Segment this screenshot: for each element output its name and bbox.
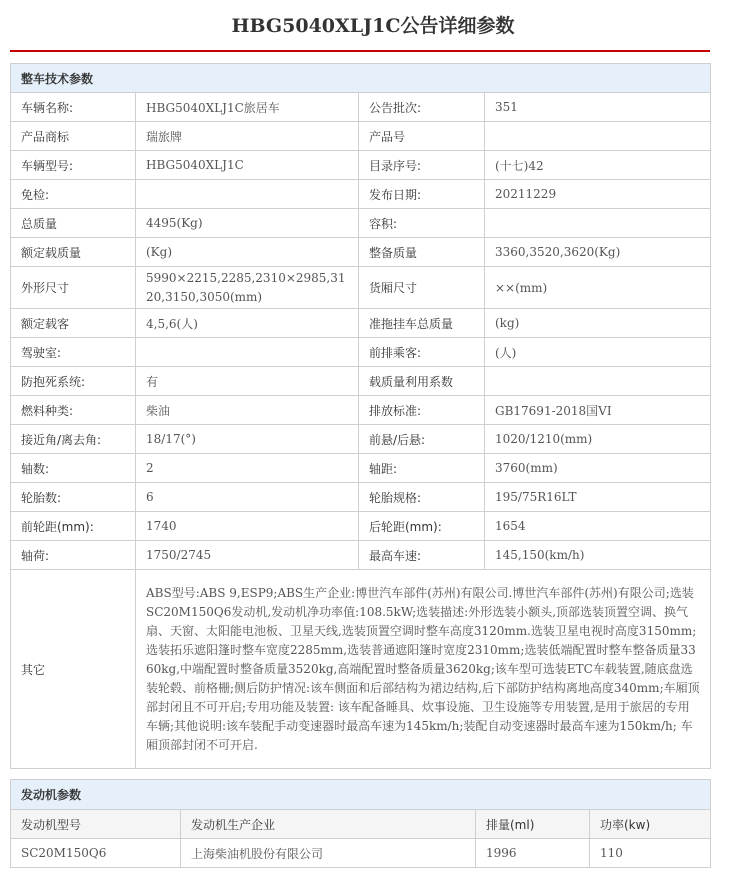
- spec-label: 前悬/后悬:: [359, 425, 485, 454]
- spec-label: 目录序号:: [359, 151, 485, 180]
- engine-cell: 110: [590, 839, 711, 868]
- spec-value: 3360,3520,3620(Kg): [485, 238, 711, 267]
- column-header: 发动机型号: [11, 810, 181, 839]
- spec-label: 防抱死系统:: [11, 367, 136, 396]
- spec-label: 准拖挂车总质量: [359, 309, 485, 338]
- engine-column-header-row: [11, 810, 711, 839]
- engine-row: [11, 839, 711, 868]
- column-header: 发动机生产企业: [181, 810, 476, 839]
- spec-value: 3760(mm): [485, 454, 711, 483]
- spec-value: 351: [485, 93, 711, 122]
- spec-row: [11, 180, 711, 209]
- page-title: HBG5040XLJ1C公告详细参数: [231, 15, 515, 37]
- spec-label: 轮胎规格:: [359, 483, 485, 512]
- spec-label: 车辆名称:: [11, 93, 136, 122]
- spec-row: [11, 338, 711, 367]
- spec-value: [485, 367, 711, 396]
- spec-value: 4495(Kg): [136, 209, 359, 238]
- engine-cell: 1996: [476, 839, 590, 868]
- spec-row: [11, 541, 711, 570]
- engine-spec-table: [10, 779, 711, 868]
- spec-value: 1740: [136, 512, 359, 541]
- spec-value: 18/17(°): [136, 425, 359, 454]
- spec-value: ××(mm): [485, 267, 711, 309]
- title-divider: [10, 50, 710, 52]
- column-header: 功率(kw): [590, 810, 711, 839]
- spec-row: [11, 238, 711, 267]
- spec-label: 其它: [11, 570, 136, 769]
- spec-value: 145,150(km/h): [485, 541, 711, 570]
- spec-label: 额定载质量: [11, 238, 136, 267]
- spec-value: 1654: [485, 512, 711, 541]
- spec-value: [485, 122, 711, 151]
- section-header-row: [11, 64, 711, 93]
- engine-cell: SC20M150Q6: [11, 839, 181, 868]
- spec-label: 载质量利用系数: [359, 367, 485, 396]
- spec-value: 20211229: [485, 180, 711, 209]
- spec-label: 前排乘客:: [359, 338, 485, 367]
- spec-value: [136, 338, 359, 367]
- engine-cell: 上海柴油机股份有限公司: [181, 839, 476, 868]
- spec-label: 容积:: [359, 209, 485, 238]
- spec-label: 整备质量: [359, 238, 485, 267]
- spec-label: 燃料种类:: [11, 396, 136, 425]
- section-header-row: [11, 780, 711, 810]
- vehicle-spec-table: [10, 63, 711, 769]
- spec-value: (Kg): [136, 238, 359, 267]
- spec-label: 排放标准:: [359, 396, 485, 425]
- spec-label: 货厢尺寸: [359, 267, 485, 309]
- spec-row: [11, 151, 711, 180]
- spec-label: 产品商标: [11, 122, 136, 151]
- spec-label: 总质量: [11, 209, 136, 238]
- spec-label: 前轮距(mm):: [11, 512, 136, 541]
- column-header: 排量(ml): [476, 810, 590, 839]
- spec-value: (人): [485, 338, 711, 367]
- spec-label: 免检:: [11, 180, 136, 209]
- spec-value: 瑞旅牌: [136, 122, 359, 151]
- spec-value: (kg): [485, 309, 711, 338]
- spec-label: 轴距:: [359, 454, 485, 483]
- spec-value: [136, 180, 359, 209]
- other-notes-text: ABS型号:ABS 9,ESP9;ABS生产企业:博世汽车部件(苏州)有限公司.博世汽车部件(苏州)有限公司;选装SC20M150Q6发动机,发动机净功率值:108.5kW;选装描述:外形选装小额头,顶部选装顶置空调、换气扇、天窗、太阳能电池板、卫星天线,选装顶置空调时整车高度3120mm.选装卫星电视时高度3150mm;选装拓乐遮阳篷时整车宽度2285mm,选装普通遮阳篷时宽度2310mm;选装低端配置时整车整备质量3360kg,中端配置时整备质量3520kg,高端配置时整备质量3620kg;该车型可选装ETC车载装置,随底盘选装轮毂、前格栅;侧后防护情况:该车侧面和后部结构为裙边结构,后下部防护结构离地高度340mm;车厢顶部封闭且不可开启;专用功能及装置: 该车配备睡具、炊事设施、卫生设施等专用装置,是用于旅居的专用车辆;其他说明:该车装配手动变速器时最高车速为145km/h;装配自动变速器时最高车速为150km/h; 车厢顶部封闭不可开启.: [136, 570, 711, 769]
- spec-value: (十七)42: [485, 151, 711, 180]
- spec-value: 4,5,6(人): [136, 309, 359, 338]
- spec-row: [11, 309, 711, 338]
- spec-value: 1020/1210(mm): [485, 425, 711, 454]
- spec-row: [11, 367, 711, 396]
- spec-label: 轴数:: [11, 454, 136, 483]
- spec-row: [11, 512, 711, 541]
- spec-label: 后轮距(mm):: [359, 512, 485, 541]
- spec-label: 公告批次:: [359, 93, 485, 122]
- spec-value: HBG5040XLJ1C旅居车: [136, 93, 359, 122]
- spec-value: 1750/2745: [136, 541, 359, 570]
- spec-label: 外形尺寸: [11, 267, 136, 309]
- spec-label: 发布日期:: [359, 180, 485, 209]
- spec-row: [11, 209, 711, 238]
- spec-value: [485, 209, 711, 238]
- spec-label: 轮胎数:: [11, 483, 136, 512]
- spec-row: [11, 483, 711, 512]
- spec-value: HBG5040XLJ1C: [136, 151, 359, 180]
- spec-value: 5990×2215,2285,2310×2985,3120,3150,3050(mm): [136, 267, 359, 309]
- spec-value: 有: [136, 367, 359, 396]
- section-heading: 发动机参数: [11, 780, 711, 810]
- spec-row: [11, 93, 711, 122]
- spec-row: [11, 454, 711, 483]
- spec-row: [11, 122, 711, 151]
- spec-value: GB17691-2018国VI: [485, 396, 711, 425]
- spec-label: 最高车速:: [359, 541, 485, 570]
- section-heading: 整车技术参数: [11, 64, 711, 93]
- spec-row: [11, 425, 711, 454]
- spec-label: 额定载客: [11, 309, 136, 338]
- spec-label: 接近角/离去角:: [11, 425, 136, 454]
- spec-label: 车辆型号:: [11, 151, 136, 180]
- spec-label: 驾驶室:: [11, 338, 136, 367]
- spec-label: 产品号: [359, 122, 485, 151]
- spec-value: 6: [136, 483, 359, 512]
- spec-value: 柴油: [136, 396, 359, 425]
- spec-value: 2: [136, 454, 359, 483]
- spec-label: 轴荷:: [11, 541, 136, 570]
- spec-row: [11, 267, 711, 309]
- spec-row: [11, 396, 711, 425]
- spec-value: 195/75R16LT: [485, 483, 711, 512]
- spec-row-other: [11, 570, 711, 769]
